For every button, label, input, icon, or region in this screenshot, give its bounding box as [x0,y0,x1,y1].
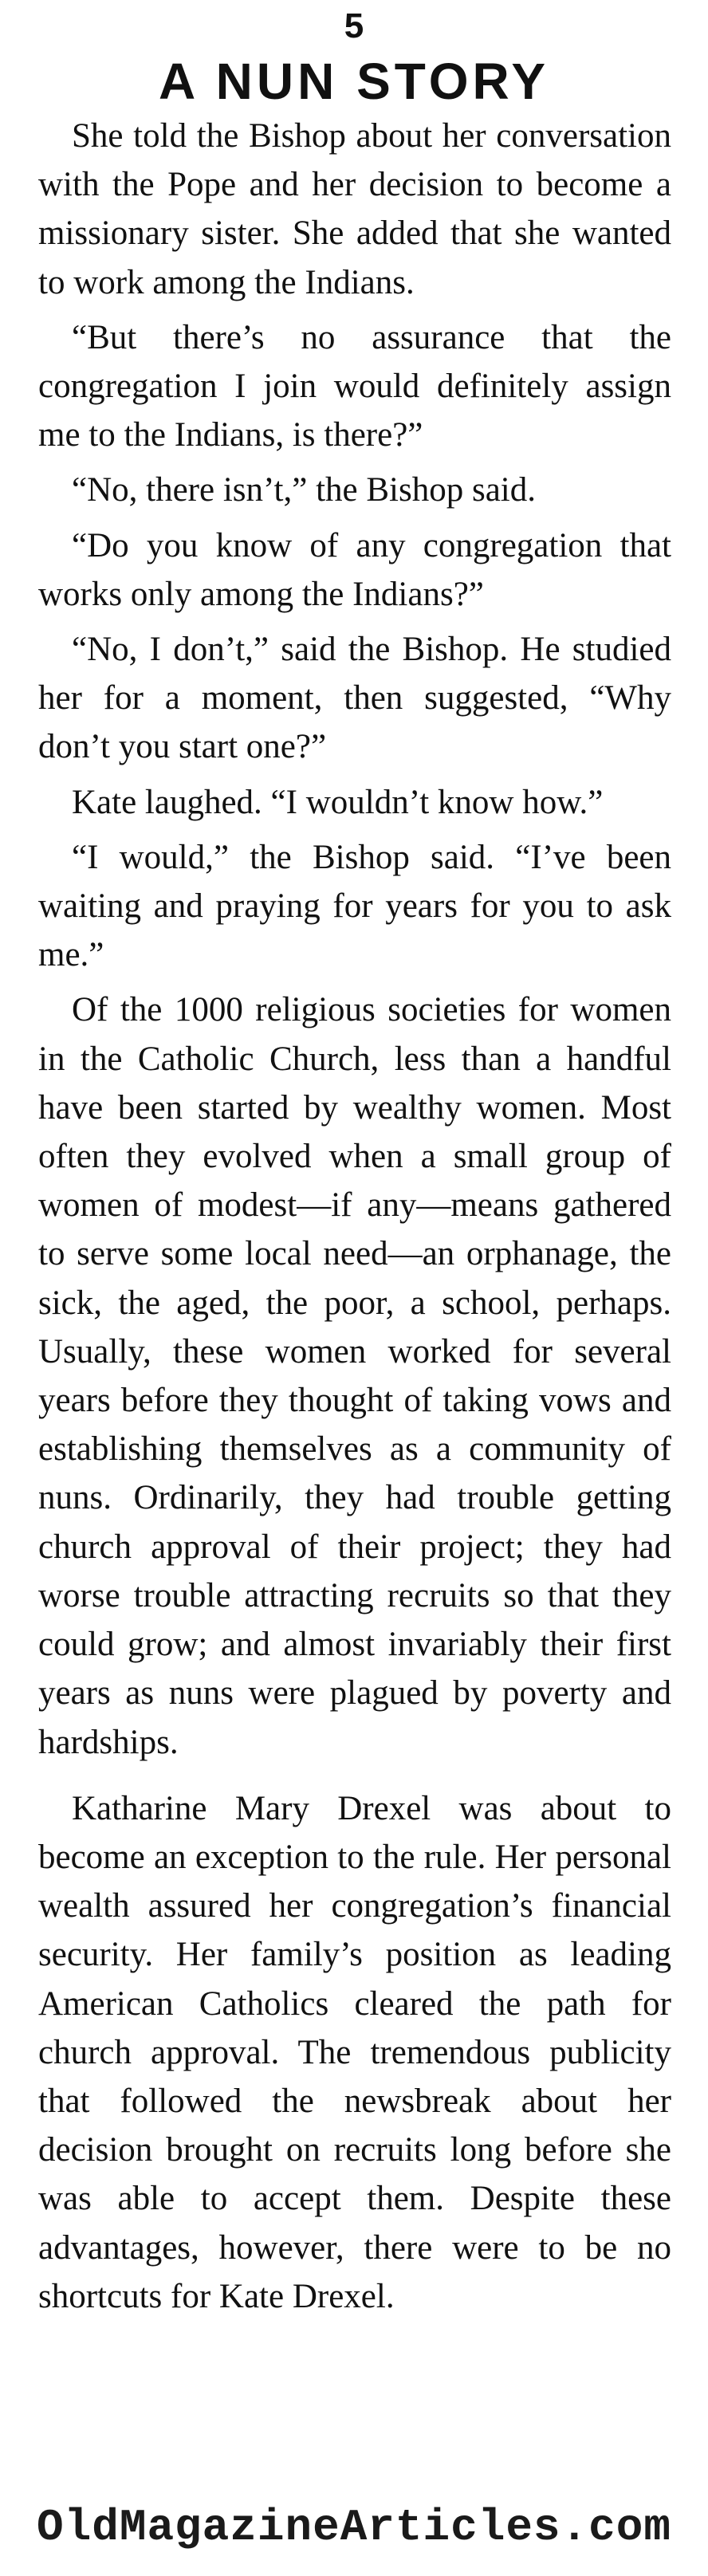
paragraph: Kate laughed. “I wouldn’t know how.” [72,783,604,821]
paragraph: “No, there isn’t,” the Bishop said. [72,471,536,509]
paragraph: “Do you know of any congregation that works only among the Indians?” [38,526,671,613]
paragraph: “No, I don’t,” said the Bishop. He studied her for a moment, then suggested, “Why don’t you start one?” [38,631,671,766]
paragraph: She told the Bishop about her conversation with the Pope and her decision to become a missionary sister. She added that she wanted to work among the Indians. [38,117,671,301]
paragraph: Katharine Mary Drexel was about to become an exception to the rule. Her personal wealth assured her congregation’s financial security. Her family’s position as leading American Catholics cleared the path for church approval. The tremendous publicity that followed the newsbreak about her decision brought on recruits long before she was able to accept them. Despite these advantages, however, there were to be no shortcuts for Kate Drexel. [38,1789,671,2315]
paragraph: “I would,” the Bishop said. “I’ve been waiting and praying for years for you to ask me.” [38,838,671,974]
article-headline: A NUN STORY [159,53,549,110]
article-body [38,112,671,2327]
site-watermark: OldMagazineArticles.com [37,2502,671,2553]
paragraph: “But there’s no assurance that the congregation I join would definitely assign me to the Indians, is there?” [38,318,671,454]
page-number: 5 [344,6,364,45]
paragraph: Of the 1000 religious societies for women in the Catholic Church, less than a handful have been started by wealthy women. Most often they evolved when a small group of women of modest—if any—means gathered to serve some local need—an orphanage, the sick, the aged, the poor, a school, perhaps. Usually, these women worked for several years before they thought of taking vows and establishing themselves as a community of nuns. Ordinarily, they had trouble getting church approval of their project; they had worse trouble attracting recruits so that they could grow; and almost invariably their first years as nuns were plagued by poverty and hardships. [38,991,671,1761]
